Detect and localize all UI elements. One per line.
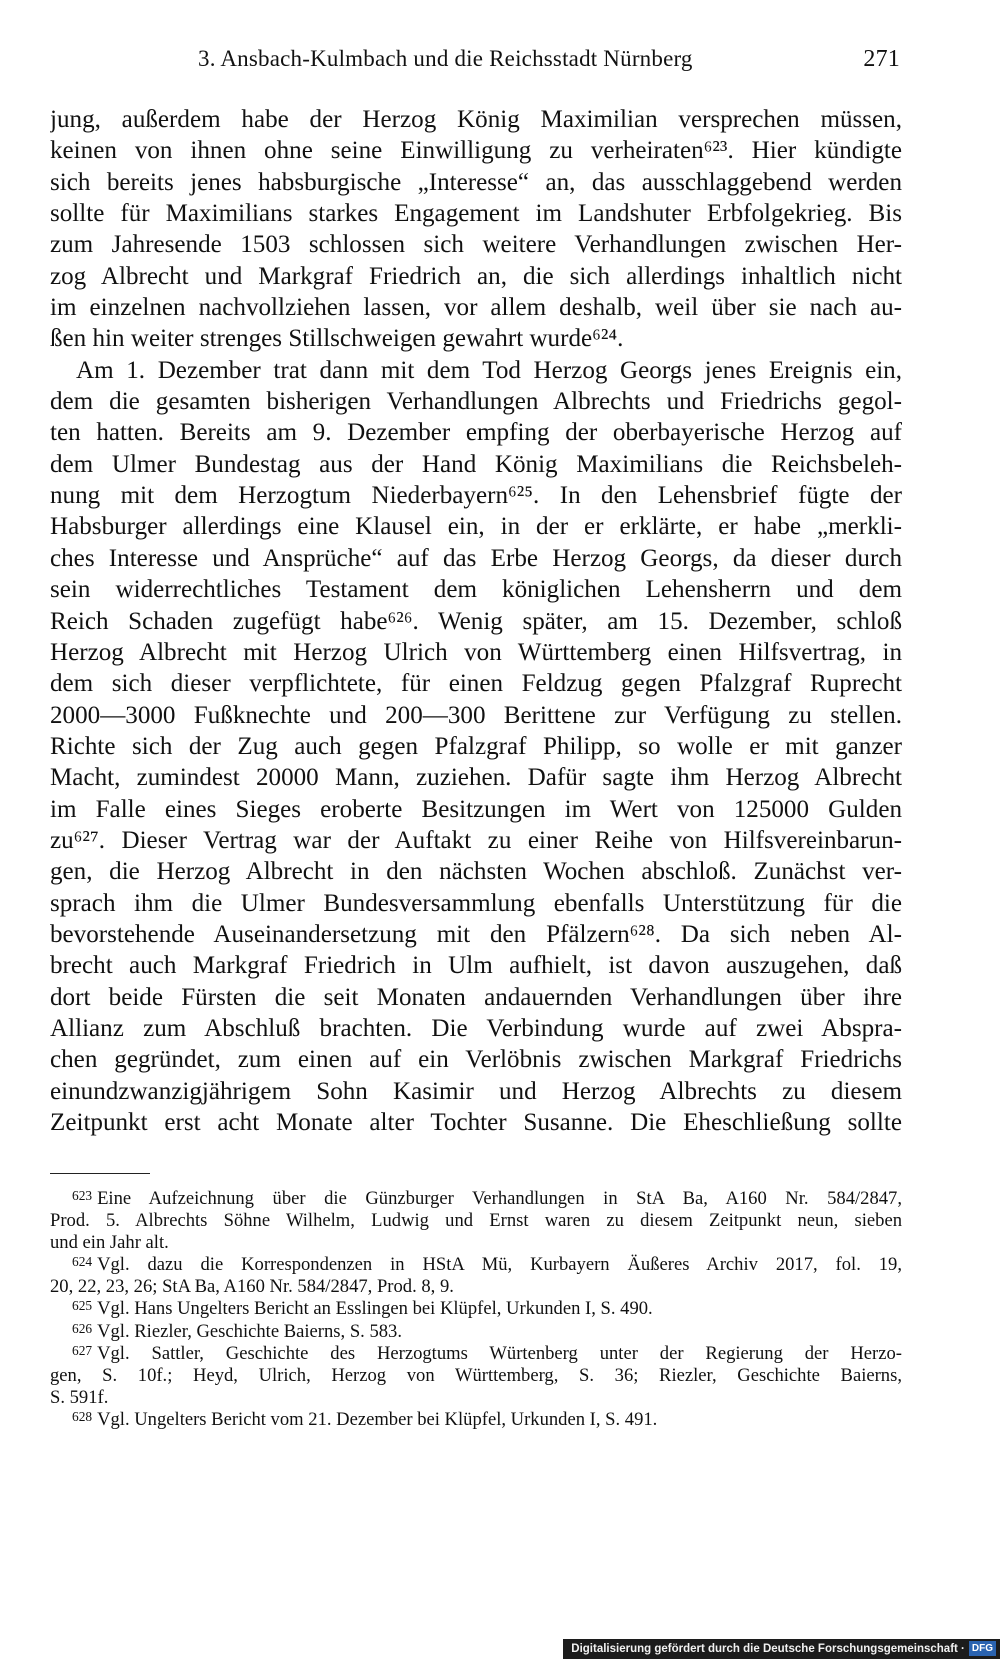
footnote-divider bbox=[50, 1173, 150, 1174]
footnote-line bbox=[50, 1321, 902, 1343]
footnote-line bbox=[50, 1343, 902, 1365]
text-line: keinen von ihnen ohne seine Einwilligung zu verheiraten⁶²³. Hier kündigte bbox=[50, 137, 902, 165]
text-line: 2000—3000 Fußknechte und 200—300 Berittene zur Verfügung zu stellen. bbox=[50, 701, 902, 729]
text-line: im einzelnen nachvollziehen lassen, vor allem deshalb, weil über sie nach au- bbox=[50, 294, 902, 322]
footnote-text: Vgl. Hans Ungelters Bericht an Esslingen bei Klüpfel, Urkunden I, S. 490. bbox=[97, 1298, 653, 1320]
footnote-line: Prod. 5. Albrechts Söhne Wilhelm, Ludwig und Ernst waren zu diesem Zeitpunkt neun, sieben bbox=[50, 1210, 902, 1232]
text-line: Zeitpunkt erst acht Monate alter Tochter Susanne. Die Eheschließung sollte bbox=[50, 1109, 902, 1136]
text-line: zog Albrecht und Markgraf Friedrich an, die sich allerdings inhaltlich nicht bbox=[50, 262, 902, 290]
text-line: bevorstehende Auseinandersetzung mit den Pfälzern⁶²⁸. Da sich neben Al- bbox=[50, 920, 902, 948]
text-line: nung mit dem Herzogtum Niederbayern⁶²⁵. In den Lehensbrief fügte der bbox=[50, 482, 902, 510]
footnote-line bbox=[50, 1409, 902, 1431]
footnote-text: Eine Aufzeichnung über die Günzburger Verhandlungen in StA Ba, A160 Nr. 584/2847, bbox=[97, 1188, 902, 1209]
text-line: einundzwanzigjährigem Sohn Kasimir und Herzog Albrechts zu diesem bbox=[50, 1077, 902, 1105]
dfg-logo: DFG bbox=[969, 1641, 996, 1656]
text-line: Herzog Albrecht mit Herzog Ulrich von Württemberg einen Hilfsvertrag, in bbox=[50, 638, 902, 666]
text-line: dem die gesamten bisherigen Verhandlungen Albrechts und Friedrichs gegol- bbox=[50, 388, 902, 416]
footnotes bbox=[50, 1188, 902, 1431]
text-line: sprach ihm die Ulmer Bundesversammlung ebenfalls Unterstützung für die bbox=[50, 889, 902, 917]
text-line: Macht, zumindest 20000 Mann, zuziehen. Dafür sagte ihm Herzog Albrecht bbox=[50, 764, 902, 792]
footnote-628 bbox=[50, 1409, 902, 1431]
footnote-line: gen, S. 10f.; Heyd, Ulrich, Herzog von Württemberg, S. 36; Riezler, Geschichte Baierns, bbox=[50, 1364, 902, 1386]
footnote-number: 626 bbox=[72, 1320, 93, 1336]
banner-text: Digitalisierung gefördert durch die Deutsche Forschungsgemeinschaft · bbox=[571, 1643, 965, 1655]
footnote-625 bbox=[50, 1298, 902, 1320]
text-line: ßen hin weiter strenges Stillschweigen gewahrt wurde⁶²⁴. bbox=[50, 325, 624, 353]
footnote-number: 624 bbox=[72, 1254, 93, 1270]
text-line: sich bereits jenes habsburgische „Interesse“ an, das ausschlaggebend werden bbox=[50, 168, 902, 196]
text-line: Reich Schaden zugefügt habe⁶²⁶. Wenig später, am 15. Dezember, schloß bbox=[50, 607, 902, 635]
text-line: zum Jahresende 1503 schlossen sich weitere Verhandlungen zwischen Her- bbox=[50, 231, 902, 259]
footnote-text: Vgl. Riezler, Geschichte Baierns, S. 583. bbox=[97, 1320, 403, 1342]
text-line: jung, außerdem habe der Herzog König Maximilian versprechen müssen, bbox=[50, 106, 902, 133]
dfg-funding-banner bbox=[563, 1639, 1000, 1659]
text-line: Richte sich der Zug auch gegen Pfalzgraf Philipp, so wolle er mit ganzer bbox=[50, 732, 902, 760]
text-line: dort beide Fürsten die seit Monaten andauernden Verhandlungen über ihre bbox=[50, 983, 902, 1011]
footnote-626 bbox=[50, 1321, 902, 1343]
footnote-line: 20, 22, 23, 26; StA Ba, A160 Nr. 584/2847, Prod. 8, 9. bbox=[50, 1276, 454, 1298]
footnote-number: 627 bbox=[72, 1342, 93, 1358]
footnote-627 bbox=[50, 1343, 902, 1409]
text-line: Allianz zum Abschluß brachten. Die Verbindung wurde auf zwei Abspra- bbox=[50, 1014, 902, 1042]
footnote-line bbox=[50, 1298, 902, 1320]
footnote-624 bbox=[50, 1254, 902, 1298]
footnote-number: 623 bbox=[72, 1188, 93, 1203]
text-line: zu⁶²⁷. Dieser Vertrag war der Auftakt zu einer Reihe von Hilfsvereinbarun- bbox=[50, 826, 902, 854]
text-line: gen, die Herzog Albrecht in den nächsten Wochen abschloß. Zunächst ver- bbox=[50, 858, 902, 886]
footnote-number: 625 bbox=[72, 1298, 93, 1314]
footnote-number: 628 bbox=[72, 1408, 93, 1424]
text-line: chen gegründet, zum einen auf ein Verlöbnis zwischen Markgraf Friedrichs bbox=[50, 1046, 902, 1074]
text-line: ten hatten. Bereits am 9. Dezember empfing der oberbayerische Herzog auf bbox=[50, 419, 902, 447]
page-number: 271 bbox=[863, 46, 900, 72]
text-line: sein widerrechtliches Testament dem königlichen Lehensherrn und dem bbox=[50, 576, 902, 604]
footnote-line bbox=[50, 1254, 902, 1276]
text-line: dem sich dieser verpflichtete, für einen Feldzug gegen Pfalzgraf Ruprecht bbox=[50, 670, 902, 698]
footnote-623 bbox=[50, 1188, 902, 1254]
main-text bbox=[50, 104, 902, 1138]
footnote-line bbox=[50, 1188, 902, 1210]
text-line: brecht auch Markgraf Friedrich in Ulm aufhielt, ist davon auszugehen, daß bbox=[50, 952, 902, 980]
page-header bbox=[50, 46, 900, 80]
footnote-text: Vgl. Ungelters Bericht vom 21. Dezember bei Klüpfel, Urkunden I, S. 491. bbox=[97, 1408, 658, 1430]
running-title: 3. Ansbach-Kulmbach und die Reichsstadt Nürnberg bbox=[198, 46, 693, 71]
text-line: sollte für Maximilians starkes Engagement im Landshuter Erbfolgekrieg. Bis bbox=[50, 200, 902, 228]
text-line: Habsburger allerdings eine Klausel ein, in der er erklärte, er habe „merkli- bbox=[50, 513, 902, 541]
footnote-text: Vgl. dazu die Korrespondenzen in HStA Mü, Kurbayern Äußeres Archiv 2017, fol. 19, bbox=[97, 1254, 902, 1276]
text-line: Am 1. Dezember trat dann mit dem Tod Herzog Georgs jenes Ereignis ein, bbox=[76, 356, 902, 384]
footnote-line: und ein Jahr alt. bbox=[50, 1232, 169, 1254]
text-line: ches Interesse und Ansprüche“ auf das Erbe Herzog Georgs, da dieser durch bbox=[50, 544, 902, 572]
footnote-line: S. 591f. bbox=[50, 1386, 109, 1408]
text-line: dem Ulmer Bundestag aus der Hand König Maximilians die Reichsbeleh- bbox=[50, 450, 902, 478]
text-line: im Falle eines Sieges eroberte Besitzungen im Wert von 125000 Gulden bbox=[50, 795, 902, 823]
footnote-text: Vgl. Sattler, Geschichte des Herzogtums Würtenberg unter der Regierung der Herzo- bbox=[97, 1342, 902, 1364]
